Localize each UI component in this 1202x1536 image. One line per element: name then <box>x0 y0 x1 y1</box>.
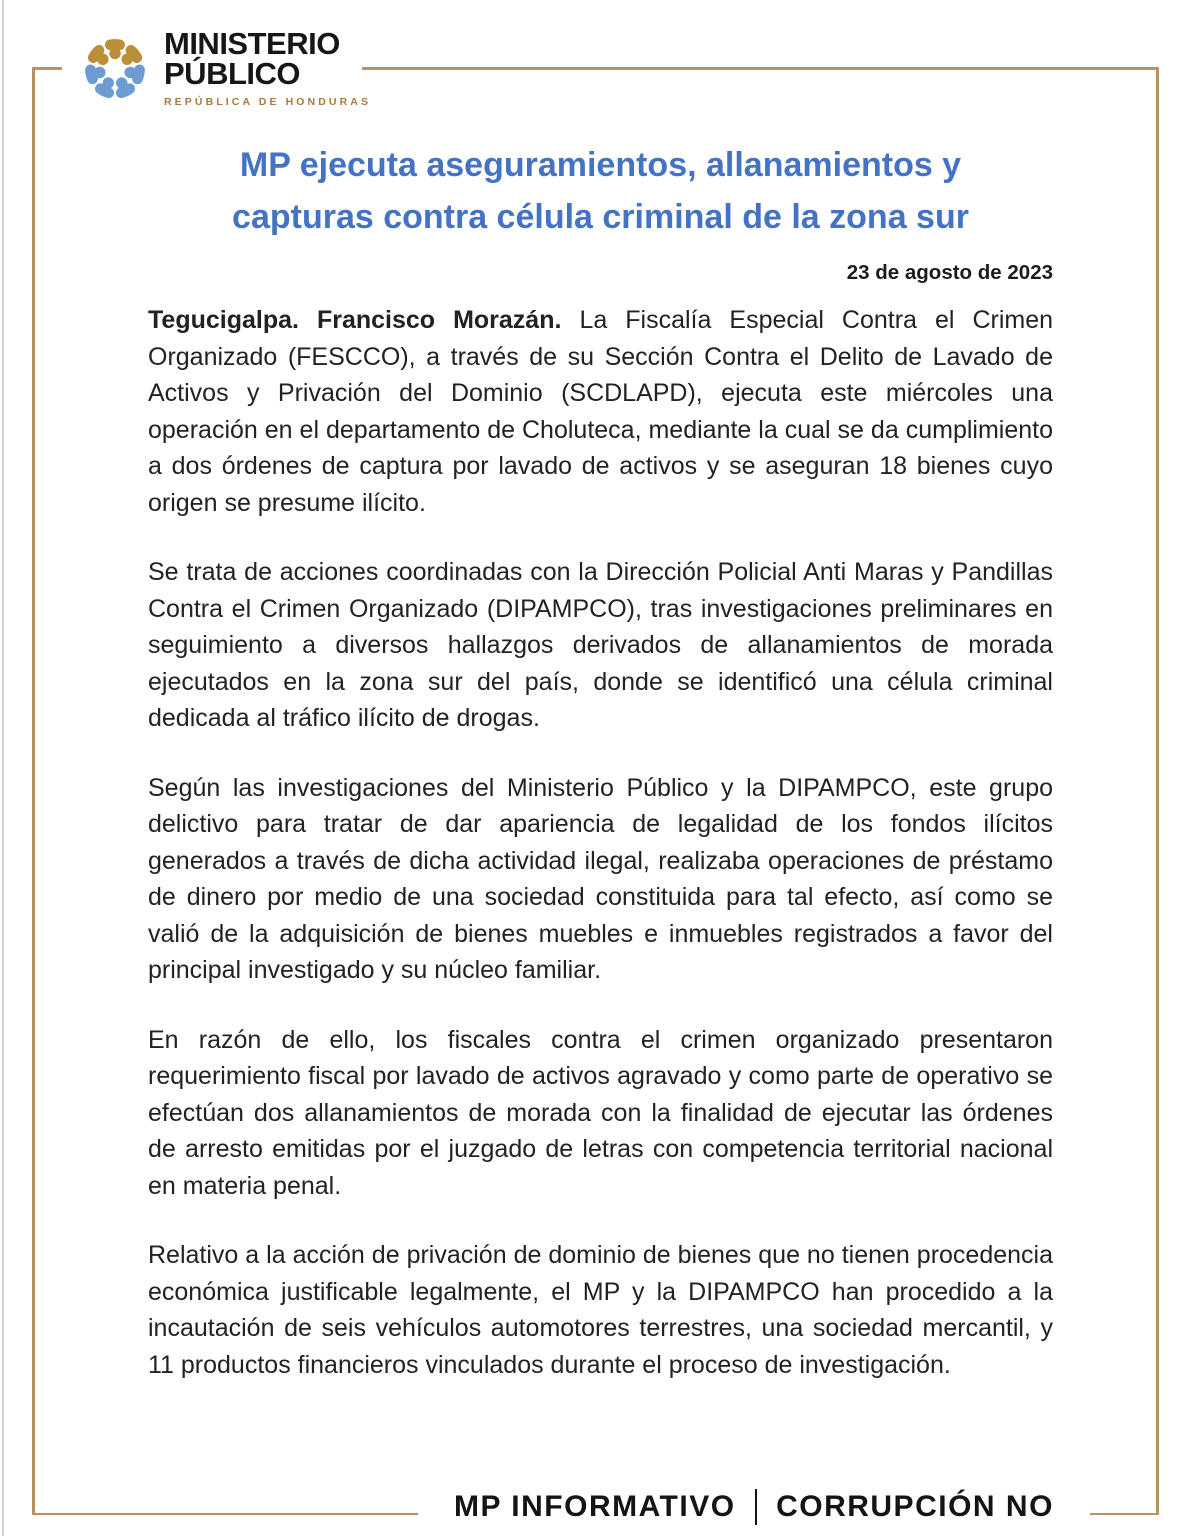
ministerio-publico-logo <box>62 10 372 118</box>
paragraph-text: Según las investigaciones del Ministerio Público y la DIPAMPCO, este grupo delictivo para tratar de dar apariencia de legalidad de los fondos ilícitos generados a través de dicha actividad ilegal, realizaba operaciones de préstamo de dinero por medio de una sociedad constituida para tal efecto, así como se valió de la adquisición de bienes muebles e inmuebles registrados a favor del principal investigado y su núcleo familiar. <box>148 773 1053 984</box>
paragraph-text: Se trata de acciones coordinadas con la Dirección Policial Anti Maras y Pandillas Contra el Crimen Organizado (DIPAMPCO), tras investigaciones preliminares en seguimiento a diversos hallazgos derivados de allanamientos de morada ejecutados en la zona sur del país, donde se identificó una célula criminal dedicada al tráfico ilícito de drogas. <box>148 558 1053 732</box>
article-paragraph <box>148 554 1053 737</box>
paragraph-text: En razón de ello, los fiscales contra el crimen organizado presentaron requerimiento fiscal por lavado de activos agravado y como parte de operativo se efectúan dos allanamientos de morada con la finalidad de ejecutar las órdenes de arresto emitidas por el juzgado de letras con competencia territorial nacional en materia penal. <box>148 1025 1053 1200</box>
logo-name-line2: PÚBLICO <box>164 56 300 91</box>
article-paragraph <box>148 302 1053 521</box>
paragraph-text: Relativo a la acción de privación de dominio de bienes que no tienen procedencia económica justificable legalmente, el MP y la DIPAMPCO han procedido a la incautación de seis vehículos automotores terrestres, una sociedad mercantil, y 11 productos financieros vinculados durante el proceso de investigación. <box>148 1241 1053 1379</box>
article-title-line2: capturas contra célula criminal de la zona sur <box>232 198 969 236</box>
logo-text-block <box>164 26 372 108</box>
frame-border-right <box>1156 67 1159 1515</box>
frame-border-left <box>32 67 35 1515</box>
people-circle-emblem-icon <box>74 26 156 112</box>
paragraph-text: La Fiscalía Especial Contra el Crimen Organizado (FESCCO), a través de su Sección Contra el Delito de Lavado de Activos y Privación del Dominio (SCDLAPD), ejecuta este miércoles una operación en el departamento de Choluteca, mediante la cual se da cumplimiento a dos órdenes de captura por lavado de activos y se aseguran 18 bienes cuyo origen se presume ilícito. <box>148 306 1054 517</box>
scan-edge-line <box>2 0 4 1536</box>
footer-banner <box>418 1483 1090 1531</box>
article-body <box>148 302 1053 1416</box>
footer-left-label: MP INFORMATIVO <box>454 1490 736 1523</box>
article-paragraph <box>148 770 1053 989</box>
logo-subtitle: REPÚBLICA DE HONDURAS <box>164 96 372 108</box>
logo-name-line1: MINISTERIO <box>164 26 340 61</box>
article-paragraph <box>148 1022 1053 1205</box>
article-title-line1: MP ejecuta aseguramientos, allanamientos y <box>239 146 962 184</box>
article-title <box>148 139 1053 243</box>
paragraph-lead: Tegucigalpa. Francisco Morazán. <box>148 306 562 334</box>
footer-right-label: CORRUPCIÓN NO <box>776 1490 1054 1523</box>
article-date: 23 de agosto de 2023 <box>846 261 1053 284</box>
footer-divider-bar <box>755 1489 758 1525</box>
article-paragraph <box>148 1237 1053 1383</box>
